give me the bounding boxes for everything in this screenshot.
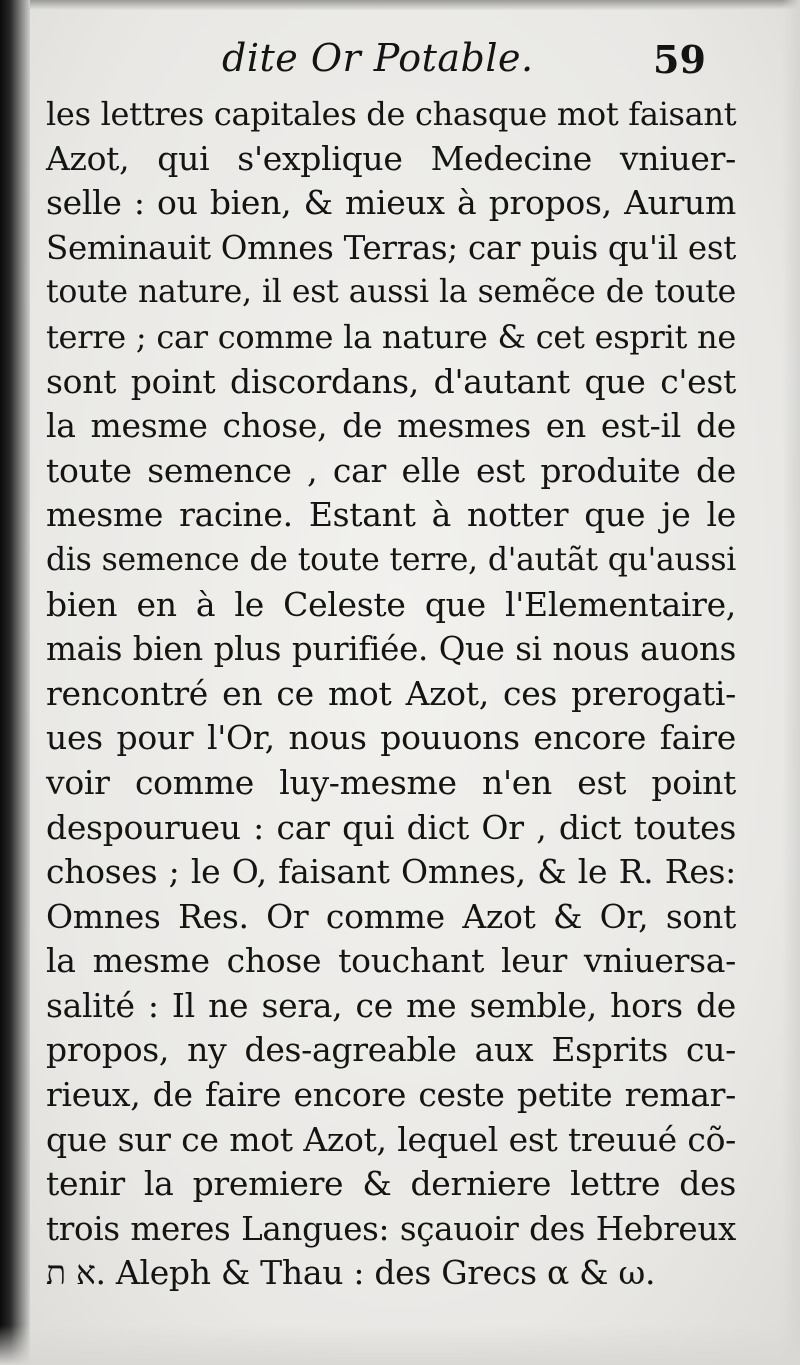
text-line: ues pour l'Or, nous pouuons encore faire xyxy=(46,718,736,758)
text-line: que sur ce mot Azot, lequel est treuué cõ- xyxy=(46,1119,736,1159)
page-gutter-shadow xyxy=(0,0,30,1365)
text-line: Azot, qui s'explique Medecine vniuer- xyxy=(46,138,736,178)
running-title: dite Or Potable. xyxy=(222,36,534,80)
text-line: la mesme chose touchant leur vniuersa- xyxy=(46,941,736,981)
text-line: א ת. Aleph & Thau : des Grecs α & ω. xyxy=(46,1253,656,1293)
text-line: sont point discordans, d'autant que c'est xyxy=(46,361,736,401)
text-line: rencontré en ce mot Azot, ces prerogati- xyxy=(46,673,736,713)
text-line: mais bien plus purifiée. Que si nous auons xyxy=(46,630,736,669)
text-line: salité : Il ne sera, ce me semble, hors de xyxy=(46,985,736,1025)
text-line: les lettres capitales de chasque mot faisant xyxy=(46,95,737,133)
text-line: la mesme chose, de mesmes en est-il de xyxy=(46,406,736,446)
page-right-edge xyxy=(782,0,800,1365)
text-line: toute nature, il est aussi la semẽce de toute xyxy=(46,274,736,311)
text-line: dis semence de toute terre, d'autãt qu'aussi xyxy=(46,541,736,578)
page-bottom-edge xyxy=(0,1325,800,1365)
text-line: Seminauit Omnes Terras; car puis qu'il est xyxy=(46,228,736,267)
text-line: bien en à le Celeste que l'Elementaire, xyxy=(46,584,736,624)
text-line: despourueu : car qui dict Or , dict toutes xyxy=(46,807,736,847)
text-line: Omnes Res. Or comme Azot & Or, sont xyxy=(46,896,736,936)
text-line: choses ; le O, faisant Omnes, & le R. Res: xyxy=(46,852,736,892)
page-number: 59 xyxy=(653,37,706,82)
text-line: mesme racine. Estant à notter que je le xyxy=(46,495,736,535)
text-line: selle : ou bien, & mieux à propos, Aurum xyxy=(46,183,736,223)
text-line: trois meres Langues: sçauoir des Hebreux xyxy=(46,1209,736,1248)
text-line: propos, ny des-agreable aux Esprits cu- xyxy=(46,1030,736,1070)
text-line: tenir la premiere & derniere lettre des xyxy=(46,1164,736,1204)
body-text xyxy=(46,92,736,1296)
text-line: toute semence , car elle est produite de xyxy=(46,450,736,490)
text-line: rieux, de faire encore ceste petite remar- xyxy=(46,1075,736,1115)
page-top-edge xyxy=(0,0,800,10)
text-line: terre ; car comme la nature & cet esprit ne xyxy=(46,317,736,356)
text-line: voir comme luy-mesme n'en est point xyxy=(46,762,736,802)
